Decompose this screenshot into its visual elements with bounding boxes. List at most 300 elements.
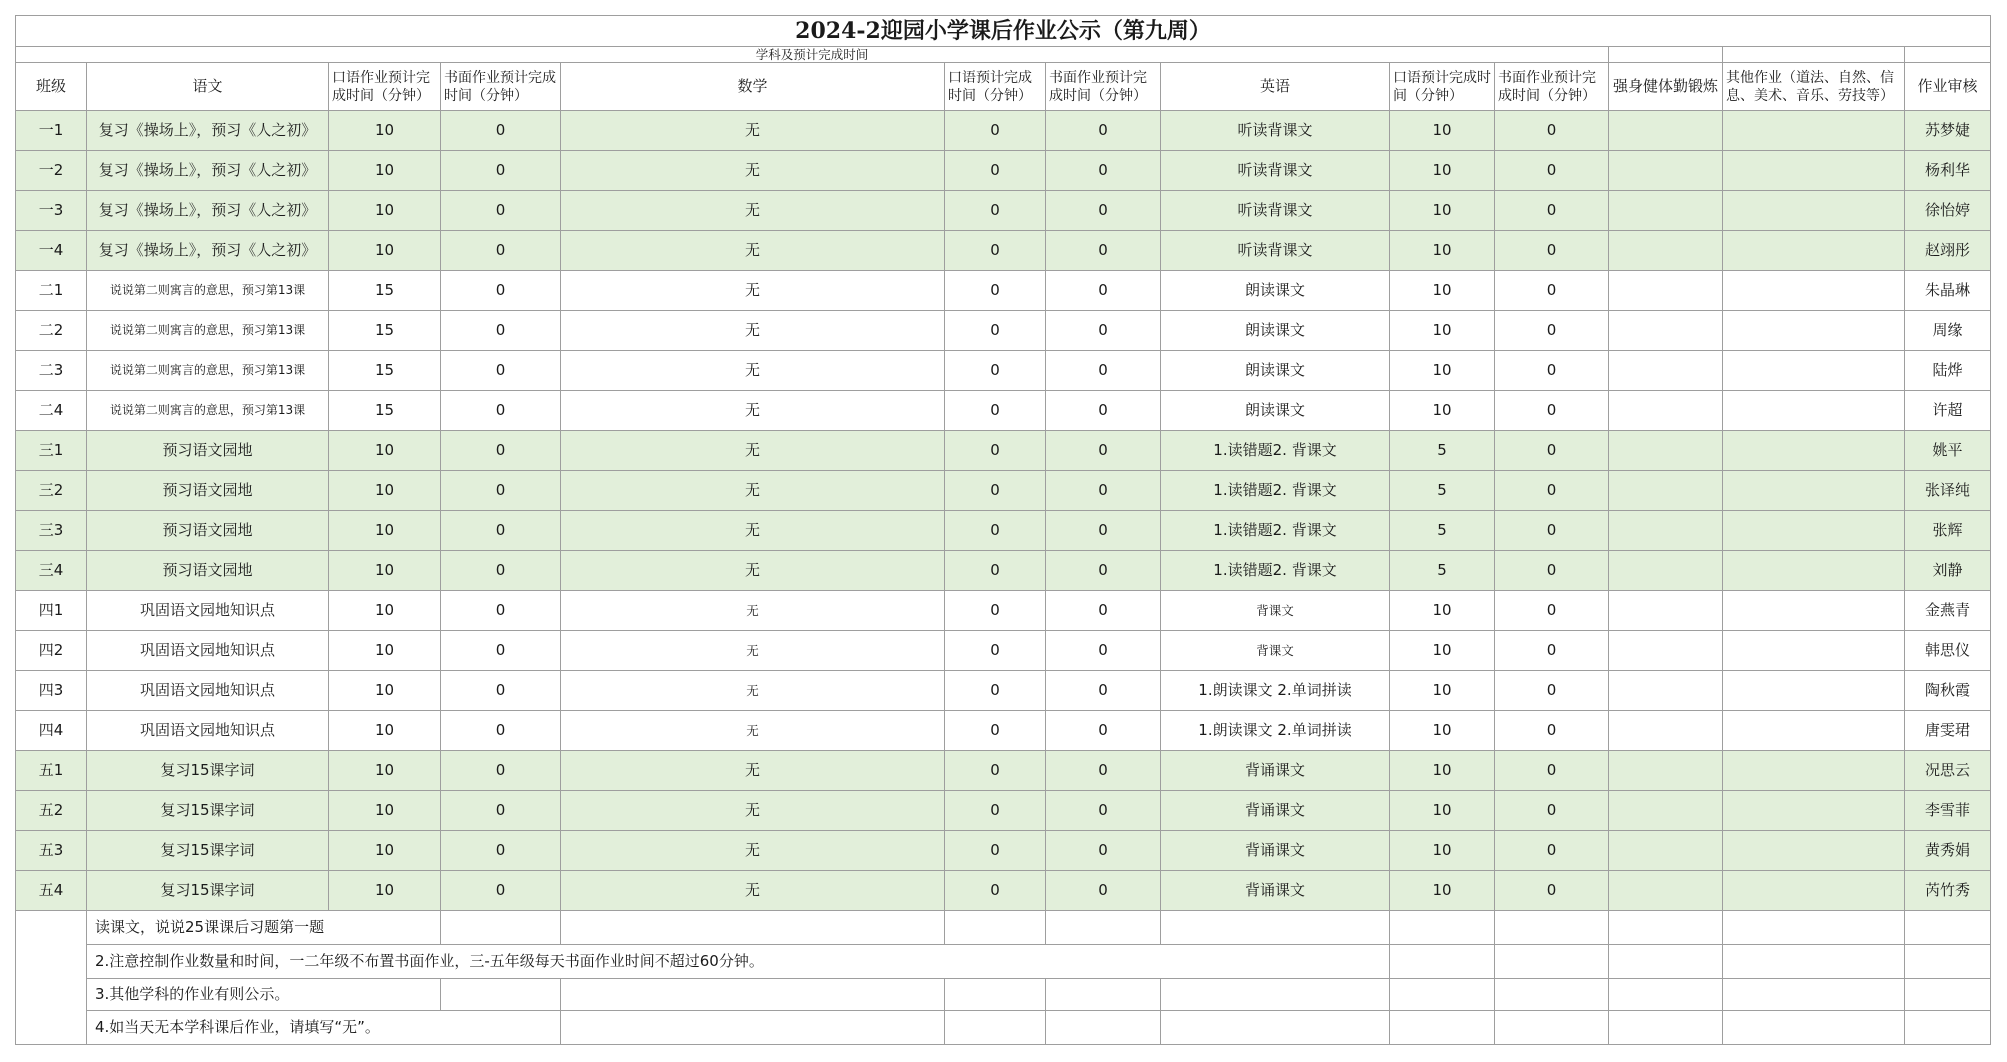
- note-empty: [1609, 979, 1723, 1011]
- column-header-chinese: 语文: [87, 63, 329, 111]
- table-cell-math-oral-time[interactable]: 0: [945, 551, 1046, 591]
- table-cell-reviewer[interactable]: 苏梦婕: [1905, 111, 1991, 151]
- note-empty: [945, 979, 1046, 1011]
- subheader-empty: [1609, 47, 1723, 63]
- table-cell-reviewer[interactable]: 李雪菲: [1905, 791, 1991, 831]
- table-cell-english-oral-time[interactable]: 10: [1390, 831, 1495, 871]
- table-cell-english[interactable]: 背诵课文: [1161, 871, 1390, 911]
- table-cell-english[interactable]: 听读背课文: [1161, 111, 1390, 151]
- table-cell-other-homework[interactable]: [1723, 831, 1905, 871]
- note-empty: [1390, 911, 1495, 945]
- table-cell-chinese-oral-time[interactable]: 10: [329, 871, 441, 911]
- note-line: 读课文，说说25课课后习题第一题: [87, 911, 441, 945]
- table-cell-math-oral-time[interactable]: 0: [945, 391, 1046, 431]
- table-cell-english[interactable]: 背课文: [1161, 591, 1390, 631]
- note-blank: [15, 911, 87, 945]
- table-cell-english-oral-time[interactable]: 10: [1390, 391, 1495, 431]
- table-cell-other-homework[interactable]: [1723, 791, 1905, 831]
- table-cell-chinese[interactable]: 复习15课字词: [87, 791, 329, 831]
- table-cell-english[interactable]: 背课文: [1161, 631, 1390, 671]
- table-cell-chinese[interactable]: 复习15课字词: [87, 831, 329, 871]
- table-cell-chinese[interactable]: 预习语文园地: [87, 511, 329, 551]
- table-cell-math-written-time[interactable]: 0: [1046, 471, 1161, 511]
- table-cell-chinese[interactable]: 预习语文园地: [87, 471, 329, 511]
- table-cell-english-written-time[interactable]: 0: [1495, 311, 1609, 351]
- note-empty: [1161, 911, 1390, 945]
- table-cell-english-oral-time[interactable]: 10: [1390, 591, 1495, 631]
- table-cell-english-written-time[interactable]: 0: [1495, 111, 1609, 151]
- table-cell-chinese-written-time[interactable]: 0: [441, 351, 561, 391]
- table-cell-math[interactable]: 无: [561, 551, 945, 591]
- table-cell-english-written-time[interactable]: 0: [1495, 191, 1609, 231]
- table-cell-chinese[interactable]: 说说第二则寓言的意思，预习第13课: [87, 391, 329, 431]
- table-cell-other-homework[interactable]: [1723, 391, 1905, 431]
- table-cell-english[interactable]: 朗读课文: [1161, 351, 1390, 391]
- table-cell-chinese-oral-time[interactable]: 10: [329, 111, 441, 151]
- column-header-math: 数学: [561, 63, 945, 111]
- table-cell-english-oral-time[interactable]: 10: [1390, 271, 1495, 311]
- note-empty: [441, 979, 561, 1011]
- table-cell-other-homework[interactable]: [1723, 591, 1905, 631]
- table-cell-chinese-written-time[interactable]: 0: [441, 591, 561, 631]
- table-cell-class[interactable]: 二3: [15, 351, 87, 391]
- table-cell-chinese-written-time[interactable]: 0: [441, 431, 561, 471]
- table-cell-reviewer[interactable]: 芮竹秀: [1905, 871, 1991, 911]
- table-cell-math-written-time[interactable]: 0: [1046, 631, 1161, 671]
- table-cell-english-written-time[interactable]: 0: [1495, 511, 1609, 551]
- table-cell-exercise[interactable]: [1609, 391, 1723, 431]
- table-cell-exercise[interactable]: [1609, 751, 1723, 791]
- table-cell-reviewer[interactable]: 赵翊彤: [1905, 231, 1991, 271]
- table-cell-math[interactable]: 无: [561, 751, 945, 791]
- table-cell-exercise[interactable]: [1609, 511, 1723, 551]
- table-cell-class[interactable]: 一3: [15, 191, 87, 231]
- table-cell-english[interactable]: 1.读错题2. 背课文: [1161, 471, 1390, 511]
- table-cell-math-written-time[interactable]: 0: [1046, 551, 1161, 591]
- table-cell-english-written-time[interactable]: 0: [1495, 391, 1609, 431]
- table-cell-exercise[interactable]: [1609, 711, 1723, 751]
- note-empty: [1046, 1011, 1161, 1045]
- table-cell-reviewer[interactable]: 陶秋霞: [1905, 671, 1991, 711]
- table-cell-exercise[interactable]: [1609, 471, 1723, 511]
- table-cell-math[interactable]: 无: [561, 711, 945, 751]
- table-cell-math[interactable]: 无: [561, 671, 945, 711]
- table-cell-math-written-time[interactable]: 0: [1046, 671, 1161, 711]
- table-cell-math-oral-time[interactable]: 0: [945, 751, 1046, 791]
- table-cell-chinese-written-time[interactable]: 0: [441, 511, 561, 551]
- table-cell-other-homework[interactable]: [1723, 551, 1905, 591]
- table-cell-chinese-oral-time[interactable]: 10: [329, 711, 441, 751]
- note-empty: [1723, 1011, 1905, 1045]
- table-cell-exercise[interactable]: [1609, 231, 1723, 271]
- table-cell-math[interactable]: 无: [561, 311, 945, 351]
- table-cell-math-oral-time[interactable]: 0: [945, 671, 1046, 711]
- table-cell-math-oral-time[interactable]: 0: [945, 711, 1046, 751]
- table-cell-english[interactable]: 1.读错题2. 背课文: [1161, 511, 1390, 551]
- table-cell-english-oral-time[interactable]: 5: [1390, 511, 1495, 551]
- table-cell-english-written-time[interactable]: 0: [1495, 271, 1609, 311]
- table-cell-chinese-written-time[interactable]: 0: [441, 471, 561, 511]
- table-cell-english-oral-time[interactable]: 10: [1390, 231, 1495, 271]
- note-blank: [15, 979, 87, 1011]
- table-cell-chinese-oral-time[interactable]: 10: [329, 671, 441, 711]
- table-cell-class[interactable]: 四1: [15, 591, 87, 631]
- table-cell-chinese[interactable]: 复习《操场上》，预习《人之初》: [87, 111, 329, 151]
- column-header-class: 班级: [15, 63, 87, 111]
- note-empty: [561, 911, 945, 945]
- table-cell-chinese-written-time[interactable]: 0: [441, 111, 561, 151]
- table-cell-english[interactable]: 1.读错题2. 背课文: [1161, 431, 1390, 471]
- table-cell-english[interactable]: 朗读课文: [1161, 391, 1390, 431]
- table-cell-math-written-time[interactable]: 0: [1046, 311, 1161, 351]
- note-line: 3.其他学科的作业有则公示。: [87, 979, 441, 1011]
- table-cell-math[interactable]: 无: [561, 791, 945, 831]
- table-cell-exercise[interactable]: [1609, 871, 1723, 911]
- table-cell-class[interactable]: 四3: [15, 671, 87, 711]
- table-cell-math-written-time[interactable]: 0: [1046, 871, 1161, 911]
- table-cell-math[interactable]: 无: [561, 591, 945, 631]
- table-cell-reviewer[interactable]: 韩思仪: [1905, 631, 1991, 671]
- table-cell-chinese-oral-time[interactable]: 15: [329, 271, 441, 311]
- column-header-exercise: 强身健体勤锻炼: [1609, 63, 1723, 111]
- table-cell-other-homework[interactable]: [1723, 271, 1905, 311]
- table-cell-english[interactable]: 背诵课文: [1161, 751, 1390, 791]
- table-cell-english[interactable]: 背诵课文: [1161, 831, 1390, 871]
- table-cell-math-written-time[interactable]: 0: [1046, 591, 1161, 631]
- table-cell-math[interactable]: 无: [561, 351, 945, 391]
- table-cell-chinese-oral-time[interactable]: 10: [329, 751, 441, 791]
- table-cell-chinese[interactable]: 复习15课字词: [87, 751, 329, 791]
- table-cell-chinese-oral-time[interactable]: 10: [329, 791, 441, 831]
- table-cell-math-written-time[interactable]: 0: [1046, 711, 1161, 751]
- table-cell-exercise[interactable]: [1609, 351, 1723, 391]
- table-cell-math[interactable]: 无: [561, 471, 945, 511]
- table-cell-english-oral-time[interactable]: 10: [1390, 671, 1495, 711]
- table-cell-other-homework[interactable]: [1723, 671, 1905, 711]
- table-cell-english-oral-time[interactable]: 10: [1390, 151, 1495, 191]
- table-cell-math-oral-time[interactable]: 0: [945, 151, 1046, 191]
- table-cell-english-oral-time[interactable]: 10: [1390, 791, 1495, 831]
- table-cell-chinese-written-time[interactable]: 0: [441, 391, 561, 431]
- table-cell-english-oral-time[interactable]: 10: [1390, 191, 1495, 231]
- table-cell-chinese-written-time[interactable]: 0: [441, 711, 561, 751]
- note-empty: [1161, 1011, 1390, 1045]
- table-cell-math-written-time[interactable]: 0: [1046, 151, 1161, 191]
- table-cell-class[interactable]: 二1: [15, 271, 87, 311]
- table-cell-english[interactable]: 1.朗读课文 2.单词拼读: [1161, 671, 1390, 711]
- table-cell-english-oral-time[interactable]: 10: [1390, 311, 1495, 351]
- table-cell-math-oral-time[interactable]: 0: [945, 791, 1046, 831]
- table-cell-math[interactable]: 无: [561, 231, 945, 271]
- table-cell-other-homework[interactable]: [1723, 471, 1905, 511]
- table-cell-reviewer[interactable]: 陆烨: [1905, 351, 1991, 391]
- table-cell-chinese-oral-time[interactable]: 10: [329, 631, 441, 671]
- table-cell-exercise[interactable]: [1609, 431, 1723, 471]
- table-cell-exercise[interactable]: [1609, 591, 1723, 631]
- table-cell-english-written-time[interactable]: 0: [1495, 631, 1609, 671]
- table-cell-math-written-time[interactable]: 0: [1046, 271, 1161, 311]
- table-cell-math-written-time[interactable]: 0: [1046, 831, 1161, 871]
- table-cell-math-oral-time[interactable]: 0: [945, 591, 1046, 631]
- homework-spreadsheet: [15, 15, 1991, 1049]
- table-cell-chinese-written-time[interactable]: 0: [441, 631, 561, 671]
- table-cell-english[interactable]: 朗读课文: [1161, 311, 1390, 351]
- note-empty: [441, 911, 561, 945]
- table-cell-reviewer[interactable]: 张译纯: [1905, 471, 1991, 511]
- table-cell-class[interactable]: 三1: [15, 431, 87, 471]
- table-cell-english[interactable]: 听读背课文: [1161, 151, 1390, 191]
- table-cell-chinese-oral-time[interactable]: 10: [329, 471, 441, 511]
- table-cell-reviewer[interactable]: 杨利华: [1905, 151, 1991, 191]
- table-cell-math-oral-time[interactable]: 0: [945, 631, 1046, 671]
- table-cell-chinese[interactable]: 巩固语文园地知识点: [87, 631, 329, 671]
- table-cell-chinese-oral-time[interactable]: 15: [329, 311, 441, 351]
- sheet-title: 2024-2迎园小学课后作业公示（第九周）: [15, 15, 1991, 47]
- table-cell-chinese-oral-time[interactable]: 10: [329, 431, 441, 471]
- table-cell-chinese-written-time[interactable]: 0: [441, 791, 561, 831]
- note-empty: [1609, 1011, 1723, 1045]
- table-cell-english-oral-time[interactable]: 10: [1390, 751, 1495, 791]
- note-line: 2.注意控制作业数量和时间，一二年级不布置书面作业，三-五年级每天书面作业时间不超过60分钟。: [87, 945, 1390, 979]
- note-empty: [1905, 945, 1991, 979]
- table-cell-reviewer[interactable]: 况思云: [1905, 751, 1991, 791]
- table-cell-class[interactable]: 五2: [15, 791, 87, 831]
- table-cell-math-oral-time[interactable]: 0: [945, 351, 1046, 391]
- note-empty: [1495, 979, 1609, 1011]
- note-line: 4.如当天无本学科课后作业，请填写“无”。: [87, 1011, 561, 1045]
- table-cell-exercise[interactable]: [1609, 551, 1723, 591]
- table-cell-english-written-time[interactable]: 0: [1495, 751, 1609, 791]
- table-cell-chinese-written-time[interactable]: 0: [441, 271, 561, 311]
- table-cell-reviewer[interactable]: 金燕青: [1905, 591, 1991, 631]
- table-cell-math[interactable]: 无: [561, 391, 945, 431]
- table-cell-english-oral-time[interactable]: 5: [1390, 431, 1495, 471]
- table-cell-math[interactable]: 无: [561, 271, 945, 311]
- table-cell-math-oral-time[interactable]: 0: [945, 271, 1046, 311]
- table-cell-exercise[interactable]: [1609, 191, 1723, 231]
- table-cell-class[interactable]: 五4: [15, 871, 87, 911]
- table-cell-math-written-time[interactable]: 0: [1046, 391, 1161, 431]
- table-cell-math-written-time[interactable]: 0: [1046, 511, 1161, 551]
- table-cell-other-homework[interactable]: [1723, 871, 1905, 911]
- table-cell-class[interactable]: 三3: [15, 511, 87, 551]
- table-cell-english-oral-time[interactable]: 10: [1390, 111, 1495, 151]
- table-cell-reviewer[interactable]: 许超: [1905, 391, 1991, 431]
- table-cell-exercise[interactable]: [1609, 111, 1723, 151]
- column-header-chinese-oral-time: 口语作业预计完成时间（分钟）: [329, 63, 441, 111]
- table-cell-chinese-written-time[interactable]: 0: [441, 551, 561, 591]
- note-empty: [1905, 1011, 1991, 1045]
- table-cell-chinese[interactable]: 复习《操场上》，预习《人之初》: [87, 231, 329, 271]
- table-cell-chinese[interactable]: 复习《操场上》，预习《人之初》: [87, 151, 329, 191]
- table-cell-english[interactable]: 听读背课文: [1161, 231, 1390, 271]
- table-cell-english-written-time[interactable]: 0: [1495, 591, 1609, 631]
- table-cell-chinese[interactable]: 复习15课字词: [87, 871, 329, 911]
- table-cell-math-written-time[interactable]: 0: [1046, 191, 1161, 231]
- table-cell-english[interactable]: 朗读课文: [1161, 271, 1390, 311]
- table-cell-other-homework[interactable]: [1723, 751, 1905, 791]
- table-cell-chinese-written-time[interactable]: 0: [441, 191, 561, 231]
- table-cell-math-oral-time[interactable]: 0: [945, 231, 1046, 271]
- table-cell-english-written-time[interactable]: 0: [1495, 871, 1609, 911]
- note-empty: [1723, 911, 1905, 945]
- note-empty: [945, 1011, 1046, 1045]
- table-cell-class[interactable]: 一4: [15, 231, 87, 271]
- table-cell-other-homework[interactable]: [1723, 631, 1905, 671]
- table-cell-english-oral-time[interactable]: 10: [1390, 711, 1495, 751]
- table-cell-math-oral-time[interactable]: 0: [945, 191, 1046, 231]
- table-cell-math[interactable]: 无: [561, 511, 945, 551]
- table-cell-math-oral-time[interactable]: 0: [945, 431, 1046, 471]
- table-cell-class[interactable]: 五3: [15, 831, 87, 871]
- table-cell-chinese-oral-time[interactable]: 10: [329, 191, 441, 231]
- table-cell-exercise[interactable]: [1609, 671, 1723, 711]
- table-cell-math[interactable]: 无: [561, 631, 945, 671]
- note-blank: [15, 945, 87, 979]
- table-cell-math-oral-time[interactable]: 0: [945, 111, 1046, 151]
- table-cell-math-written-time[interactable]: 0: [1046, 231, 1161, 271]
- table-cell-math-oral-time[interactable]: 0: [945, 511, 1046, 551]
- table-cell-exercise[interactable]: [1609, 831, 1723, 871]
- table-cell-other-homework[interactable]: [1723, 231, 1905, 271]
- table-cell-chinese-oral-time[interactable]: 10: [329, 231, 441, 271]
- table-cell-class[interactable]: 二2: [15, 311, 87, 351]
- note-empty: [1609, 911, 1723, 945]
- table-cell-english-written-time[interactable]: 0: [1495, 791, 1609, 831]
- table-cell-chinese-oral-time[interactable]: 15: [329, 351, 441, 391]
- table-cell-english-written-time[interactable]: 0: [1495, 831, 1609, 871]
- table-cell-class[interactable]: 一1: [15, 111, 87, 151]
- table-cell-math[interactable]: 无: [561, 831, 945, 871]
- table-cell-chinese-written-time[interactable]: 0: [441, 871, 561, 911]
- table-cell-class[interactable]: 二4: [15, 391, 87, 431]
- table-cell-exercise[interactable]: [1609, 151, 1723, 191]
- table-cell-english-written-time[interactable]: 0: [1495, 151, 1609, 191]
- table-cell-chinese-oral-time[interactable]: 10: [329, 831, 441, 871]
- table-cell-math-oral-time[interactable]: 0: [945, 831, 1046, 871]
- table-cell-other-homework[interactable]: [1723, 711, 1905, 751]
- table-cell-math[interactable]: 无: [561, 111, 945, 151]
- table-cell-exercise[interactable]: [1609, 271, 1723, 311]
- table-cell-class[interactable]: 三4: [15, 551, 87, 591]
- table-cell-chinese-oral-time[interactable]: 10: [329, 551, 441, 591]
- table-cell-chinese[interactable]: 说说第二则寓言的意思，预习第13课: [87, 271, 329, 311]
- table-cell-english-written-time[interactable]: 0: [1495, 351, 1609, 391]
- table-cell-math-written-time[interactable]: 0: [1046, 111, 1161, 151]
- table-cell-reviewer[interactable]: 黄秀娟: [1905, 831, 1991, 871]
- table-cell-reviewer[interactable]: 姚平: [1905, 431, 1991, 471]
- note-empty: [1905, 911, 1991, 945]
- table-cell-other-homework[interactable]: [1723, 431, 1905, 471]
- table-cell-other-homework[interactable]: [1723, 351, 1905, 391]
- table-cell-english[interactable]: 1.朗读课文 2.单词拼读: [1161, 711, 1390, 751]
- table-cell-reviewer[interactable]: 周缘: [1905, 311, 1991, 351]
- table-cell-english-written-time[interactable]: 0: [1495, 711, 1609, 751]
- table-cell-chinese[interactable]: 预习语文园地: [87, 551, 329, 591]
- table-cell-english-written-time[interactable]: 0: [1495, 431, 1609, 471]
- table-cell-other-homework[interactable]: [1723, 151, 1905, 191]
- table-cell-english-oral-time[interactable]: 5: [1390, 551, 1495, 591]
- note-empty: [1390, 1011, 1495, 1045]
- column-header-other-homework: 其他作业（道法、自然、信息、美术、音乐、劳技等）: [1723, 63, 1905, 111]
- table-cell-math-written-time[interactable]: 0: [1046, 431, 1161, 471]
- table-cell-english-written-time[interactable]: 0: [1495, 231, 1609, 271]
- table-cell-other-homework[interactable]: [1723, 111, 1905, 151]
- table-cell-english[interactable]: 背诵课文: [1161, 791, 1390, 831]
- table-cell-chinese[interactable]: 巩固语文园地知识点: [87, 591, 329, 631]
- table-cell-other-homework[interactable]: [1723, 311, 1905, 351]
- table-cell-class[interactable]: 四4: [15, 711, 87, 751]
- table-cell-chinese[interactable]: 说说第二则寓言的意思，预习第13课: [87, 351, 329, 391]
- table-cell-chinese-oral-time[interactable]: 15: [329, 391, 441, 431]
- column-header-math-written-time: 书面作业预计完成时间（分钟）: [1046, 63, 1161, 111]
- table-cell-exercise[interactable]: [1609, 791, 1723, 831]
- table-cell-reviewer[interactable]: 唐雯珺: [1905, 711, 1991, 751]
- table-cell-exercise[interactable]: [1609, 631, 1723, 671]
- note-empty: [1390, 979, 1495, 1011]
- table-cell-math[interactable]: 无: [561, 151, 945, 191]
- table-cell-english-written-time[interactable]: 0: [1495, 471, 1609, 511]
- table-cell-math-written-time[interactable]: 0: [1046, 351, 1161, 391]
- table-cell-english-oral-time[interactable]: 10: [1390, 871, 1495, 911]
- note-empty: [1609, 945, 1723, 979]
- table-cell-chinese-oral-time[interactable]: 10: [329, 591, 441, 631]
- table-cell-chinese[interactable]: 复习《操场上》，预习《人之初》: [87, 191, 329, 231]
- table-cell-reviewer[interactable]: 徐怡婷: [1905, 191, 1991, 231]
- table-cell-chinese-written-time[interactable]: 0: [441, 671, 561, 711]
- table-cell-chinese-written-time[interactable]: 0: [441, 311, 561, 351]
- table-cell-english-oral-time[interactable]: 10: [1390, 351, 1495, 391]
- table-cell-other-homework[interactable]: [1723, 191, 1905, 231]
- table-cell-class[interactable]: 四2: [15, 631, 87, 671]
- table-cell-math[interactable]: 无: [561, 431, 945, 471]
- table-cell-math-written-time[interactable]: 0: [1046, 751, 1161, 791]
- subheader-empty: [1905, 47, 1991, 63]
- table-cell-math[interactable]: 无: [561, 191, 945, 231]
- table-cell-chinese[interactable]: 巩固语文园地知识点: [87, 711, 329, 751]
- table-cell-chinese-written-time[interactable]: 0: [441, 231, 561, 271]
- table-cell-chinese[interactable]: 预习语文园地: [87, 431, 329, 471]
- table-cell-english-written-time[interactable]: 0: [1495, 671, 1609, 711]
- table-cell-chinese-written-time[interactable]: 0: [441, 751, 561, 791]
- table-cell-english-oral-time[interactable]: 5: [1390, 471, 1495, 511]
- table-cell-class[interactable]: 三2: [15, 471, 87, 511]
- table-cell-math[interactable]: 无: [561, 871, 945, 911]
- table-cell-chinese[interactable]: 说说第二则寓言的意思，预习第13课: [87, 311, 329, 351]
- table-cell-math-written-time[interactable]: 0: [1046, 791, 1161, 831]
- table-cell-chinese[interactable]: 巩固语文园地知识点: [87, 671, 329, 711]
- table-cell-chinese-oral-time[interactable]: 10: [329, 151, 441, 191]
- table-cell-english-written-time[interactable]: 0: [1495, 551, 1609, 591]
- table-cell-reviewer[interactable]: 刘静: [1905, 551, 1991, 591]
- table-cell-math-oral-time[interactable]: 0: [945, 471, 1046, 511]
- table-cell-math-oral-time[interactable]: 0: [945, 871, 1046, 911]
- table-cell-english-oral-time[interactable]: 10: [1390, 631, 1495, 671]
- table-cell-chinese-written-time[interactable]: 0: [441, 151, 561, 191]
- table-cell-math-oral-time[interactable]: 0: [945, 311, 1046, 351]
- table-cell-english[interactable]: 1.读错题2. 背课文: [1161, 551, 1390, 591]
- table-cell-chinese-oral-time[interactable]: 10: [329, 511, 441, 551]
- table-cell-class[interactable]: 一2: [15, 151, 87, 191]
- table-cell-reviewer[interactable]: 张辉: [1905, 511, 1991, 551]
- table-cell-class[interactable]: 五1: [15, 751, 87, 791]
- table-cell-reviewer[interactable]: 朱晶琳: [1905, 271, 1991, 311]
- table-cell-exercise[interactable]: [1609, 311, 1723, 351]
- table-cell-english[interactable]: 听读背课文: [1161, 191, 1390, 231]
- table-cell-chinese-written-time[interactable]: 0: [441, 831, 561, 871]
- column-header-math-oral-time: 口语预计完成时间（分钟）: [945, 63, 1046, 111]
- table-cell-other-homework[interactable]: [1723, 511, 1905, 551]
